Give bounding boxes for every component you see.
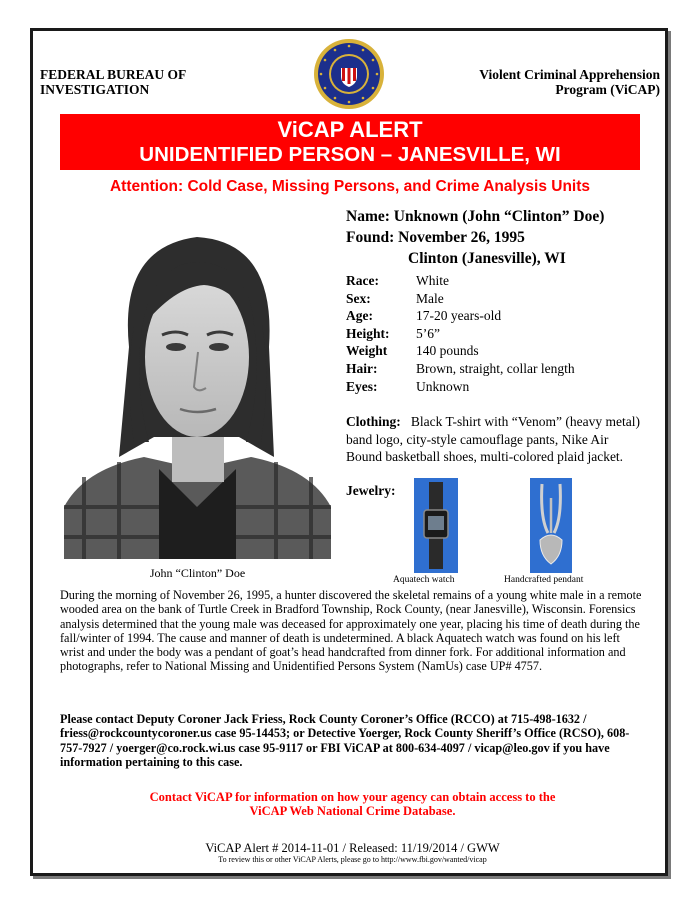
banner-title: ViCAP ALERT: [277, 117, 423, 142]
footer-alert-id: ViCAP Alert # 2014-11-01 / Released: 11/19/2014 / GWW: [205, 841, 500, 855]
found-label: Found:: [346, 229, 395, 246]
found-field: [346, 229, 525, 247]
fact-hair: Hair: Brown, straight, collar length: [346, 360, 575, 376]
found-place: Clinton (Janesville), WI: [408, 250, 566, 267]
name-value: Unknown (John “Clinton” Doe): [393, 208, 605, 225]
jewelry-label: Jewelry:: [346, 483, 396, 498]
header-program: [479, 67, 660, 97]
fact-weight: Weight 140 pounds: [346, 343, 479, 359]
clothing-value: Black T-shirt with “Venom” (heavy metal) band logo, city-style camouflage pants, Nike Air Bound basketball shoes, multi-colored plaid jacket.: [346, 414, 640, 465]
name-label: Name:: [346, 208, 390, 225]
vicap-access-note: [60, 790, 645, 818]
subject-facts: [346, 272, 575, 395]
header-right-line1: Violent Criminal Apprehension: [479, 67, 660, 82]
attention-line: Attention: Cold Case, Missing Persons, and Crime Analysis Units: [109, 178, 590, 195]
contact-paragraph: Please contact Deputy Coroner Jack Friess, Rock County Coroner’s Office (RCCO) at 715-498-1632 / friess@rockcountycoroner.us case 95-14453; or Detective Yoerger, Rock County Sheriff’s Office (RCSO), 608-757-7927 / yoerger@co.rock.wi.us case 95-9117 or FBI ViCAP at 800-634-4097 / vicap@leo.gov if you have information pertaining to this case.: [60, 712, 630, 769]
footer-url-note: To review this or other ViCAP Alerts, please go to http://www.fbi.gov/wanted/vicap: [218, 855, 487, 864]
case-narrative: During the morning of November 26, 1995, a hunter discovered the skeletal remains of a young white male in a remote wooded area on the bank of Turtle Creek in Bradford Township, Rock County, (near Janesville), Wisconsin. Forensics analysis determined that the young male was deceased for approximately one year, placing his time of death during the fall/winter of 1994. The cause and manner of death is undetermined. A black Aquatech watch was found on his left wrist and under the body was a pendant of goat’s head handcrafted from dinner fork. For additional information and photographs, refer to National Missing and Unidentified Persons System (NamUs) case UP# 4757.: [60, 588, 642, 674]
vicap-access-line1: Contact ViCAP for information on how your agency can obtain access to the: [149, 790, 556, 804]
fact-clothing: [346, 413, 646, 466]
header-left-line2: INVESTIGATION: [40, 82, 150, 97]
alert-banner: [60, 114, 640, 170]
vicap-access-line2: ViCAP Web National Crime Database.: [249, 804, 456, 818]
sketch-portrait: [64, 207, 331, 559]
header-right-line2: Program (ViCAP): [555, 82, 660, 97]
pendant-photo: [530, 478, 572, 573]
banner-subtitle: UNIDENTIFIED PERSON – JANESVILLE, WI: [139, 143, 561, 166]
fbi-seal-icon: [313, 38, 385, 110]
fact-race: Race: White: [346, 273, 449, 288]
header-left-line1: FEDERAL BUREAU OF: [40, 67, 187, 82]
fact-sex: Sex: Male: [346, 290, 444, 306]
fact-eyes: Eyes: Unknown: [346, 378, 470, 394]
clothing-label: Clothing:: [346, 414, 401, 429]
pendant-caption: Handcrafted pendant: [504, 575, 584, 585]
fact-age: Age: 17-20 years-old: [346, 308, 502, 324]
name-field: [346, 208, 604, 226]
watch-caption: Aquatech watch: [393, 575, 455, 585]
header-agency: [40, 67, 186, 97]
photo-caption: John “Clinton” Doe: [149, 566, 246, 580]
fact-height: Height: 5’6”: [346, 325, 440, 341]
found-date: November 26, 1995: [398, 229, 525, 246]
watch-photo: [414, 478, 458, 573]
